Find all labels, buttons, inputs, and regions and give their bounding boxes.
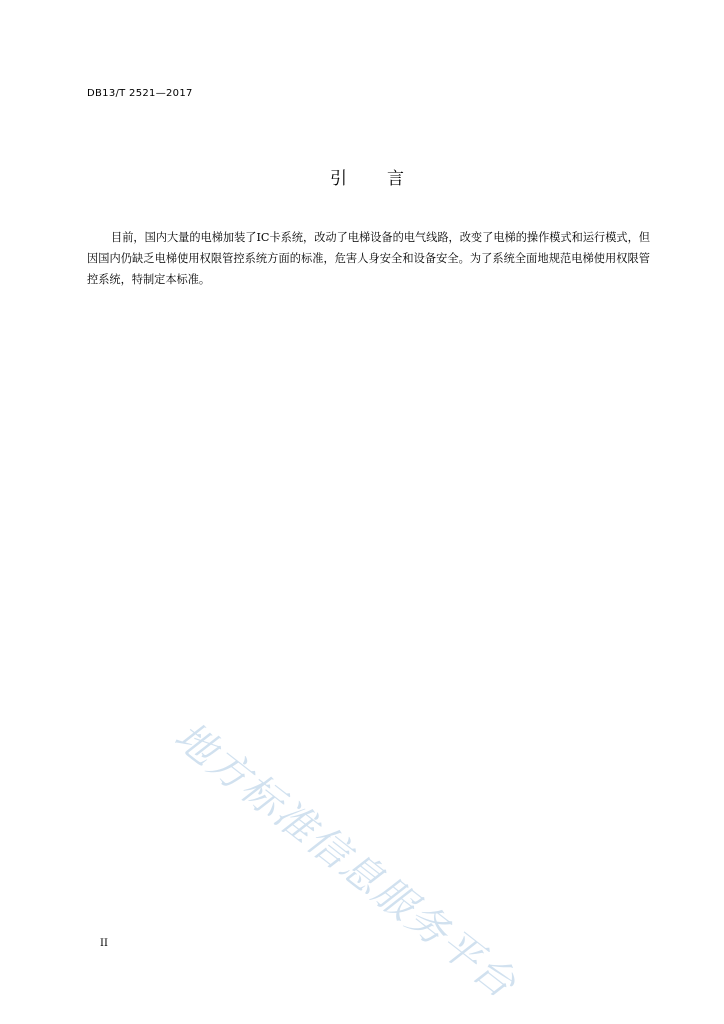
document-code: DB13/T 2521—2017 <box>87 88 193 99</box>
watermark: 地方标准信息服务平台 <box>165 713 525 1008</box>
section-title-char-2: 言 <box>387 169 404 189</box>
page-number: II <box>100 938 108 949</box>
introduction-paragraph: 目前，国内大量的电梯加装了IC卡系统，改动了电梯设备的电气线路，改变了电梯的操作模式和运行模式，但因国内仍缺乏电梯使用权限管控系统方面的标准，危害人身安全和设备安全。为了系统全面地规范电梯使用权限管控系统，特制定本标准。 <box>87 231 650 286</box>
section-title-char-1: 引 <box>330 169 347 189</box>
